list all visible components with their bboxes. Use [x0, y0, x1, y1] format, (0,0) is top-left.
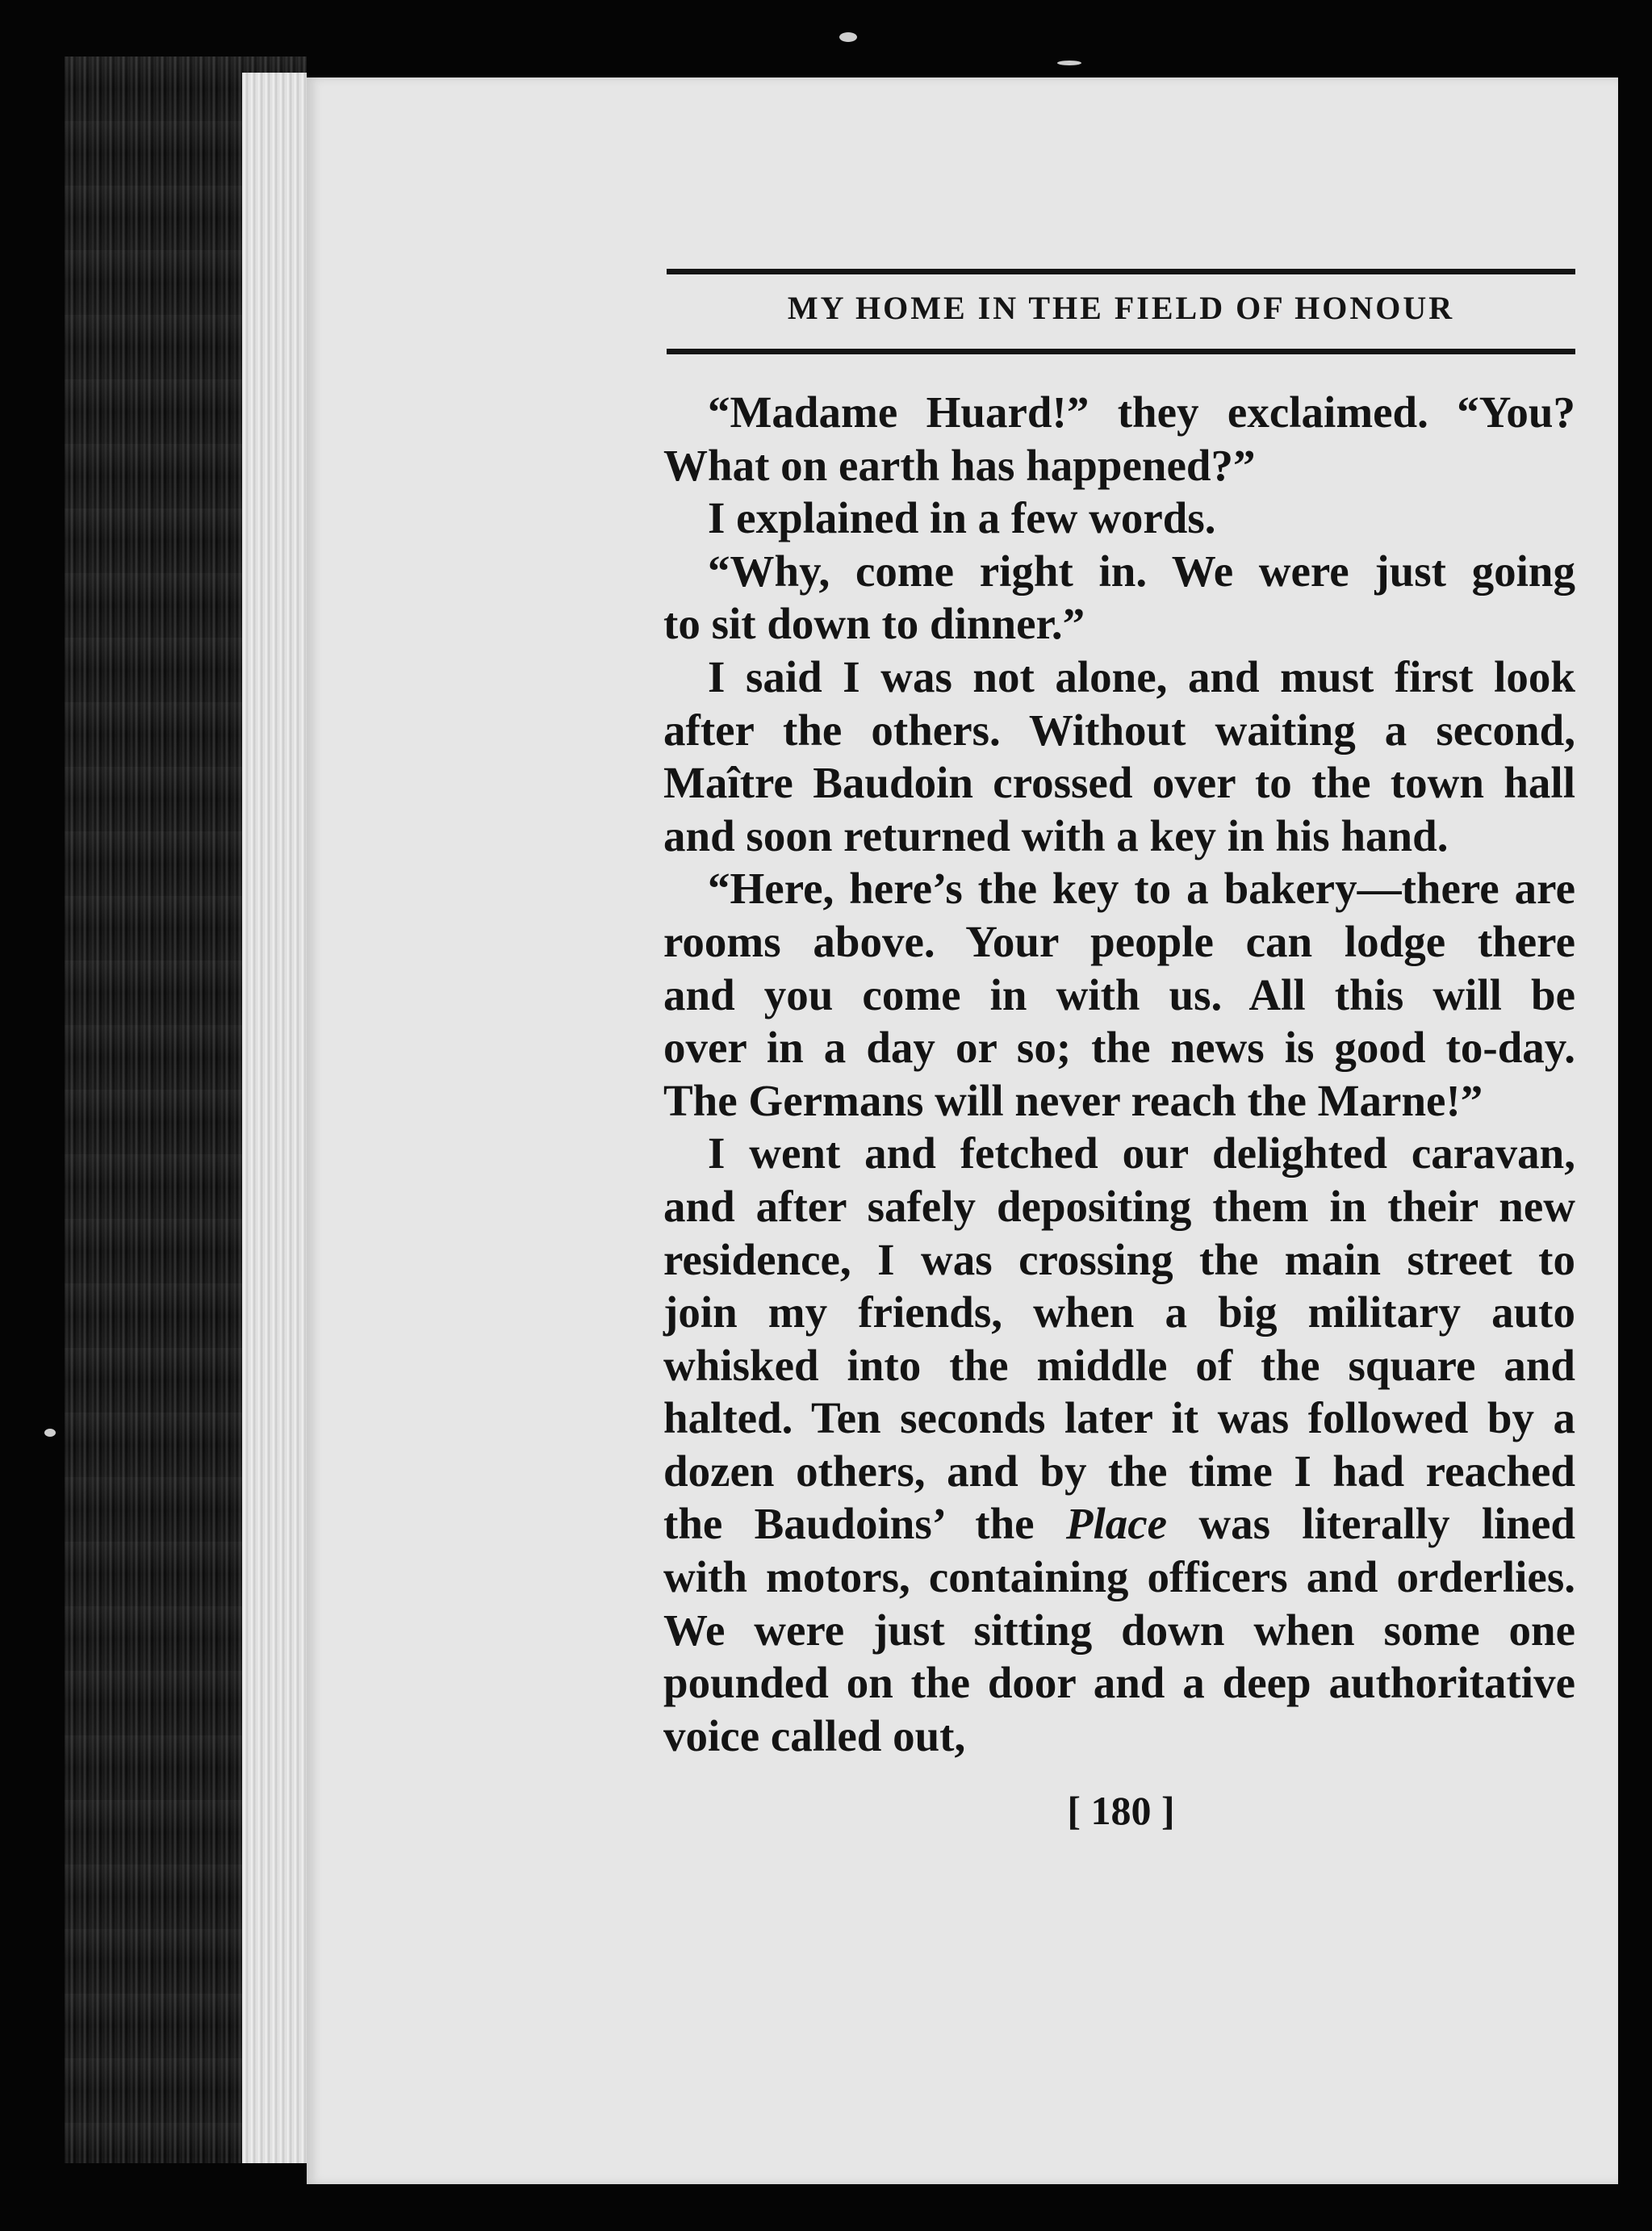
text-line: with motors, containing officers and orderlies.	[663, 1552, 1575, 1602]
text-line: We were just sitting down when some one	[663, 1605, 1575, 1655]
text-line: whisked into the middle of the square and	[663, 1340, 1575, 1390]
text-line: over in a day or so; the news is good to-day.	[663, 1023, 1575, 1073]
scan-speck	[1057, 61, 1081, 65]
text-line-italic: Place	[1065, 1499, 1168, 1549]
text-line: to sit down to dinner.”	[663, 599, 1085, 649]
text-line-part: the Baudoins’ the	[663, 1499, 1066, 1549]
header-rule-bottom	[667, 349, 1575, 354]
text-line: The Germans will never reach the Marne!”	[663, 1075, 1483, 1125]
text-line: voice called out,	[663, 1710, 966, 1760]
text-line-part: was literally lined	[1167, 1499, 1575, 1549]
text-line: I said I was not alone, and must first look	[708, 651, 1575, 701]
header-rule-top	[667, 269, 1575, 274]
text-line: I explained in a few words.	[708, 493, 1216, 543]
text-line: What on earth has happened?”	[663, 440, 1256, 490]
text-line: dozen others, and by the time I had reached	[663, 1446, 1575, 1496]
text-line	[663, 1497, 1575, 1551]
body-text	[663, 386, 1575, 1762]
text-line: and soon returned with a key in his hand.	[663, 810, 1449, 860]
text-line: halted. Ten seconds later it was followed by a	[663, 1393, 1575, 1443]
text-line: “Why, come right in. We were just going	[708, 546, 1575, 596]
text-line: after the others. Without waiting a second,	[663, 705, 1575, 755]
text-line: rooms above. Your people can lodge there	[663, 916, 1575, 966]
text-line: Maître Baudoin crossed over to the town hall	[663, 758, 1575, 808]
text-line: “Here, here’s the key to a bakery—there are	[708, 864, 1575, 914]
page-stack-edge	[242, 73, 307, 2163]
scan-speck	[44, 1429, 56, 1437]
scan-speck	[839, 32, 857, 42]
text-line: pounded on the door and a deep authoritative	[663, 1658, 1575, 1708]
text-line: and you come in with us. All this will be	[663, 969, 1575, 1019]
text-line: residence, I was crossing the main street to	[663, 1234, 1575, 1284]
text-line: I went and fetched our delighted caravan,	[708, 1128, 1575, 1178]
text-line: join my friends, when a big military auto	[663, 1287, 1575, 1337]
text-line: and after safely depositing them in their new	[663, 1181, 1575, 1231]
page-number: [ 180 ]	[1067, 1788, 1175, 1833]
running-head: MY HOME IN THE FIELD OF HONOUR	[787, 290, 1455, 326]
text-line: “Madame Huard!” they exclaimed. “You?	[708, 387, 1575, 437]
